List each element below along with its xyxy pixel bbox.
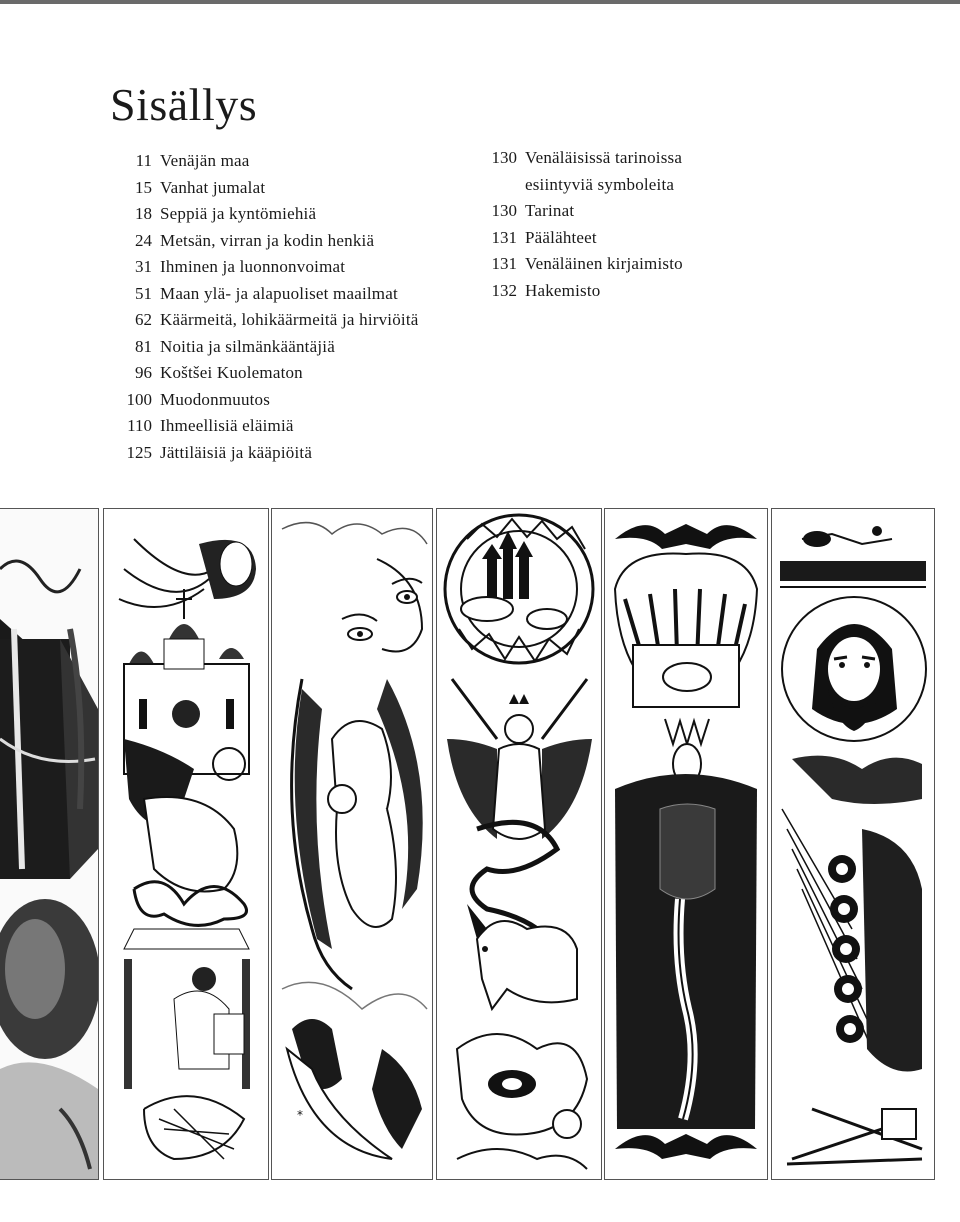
toc-title: Venäläinen kirjaimisto [525,254,683,273]
toc-title: Jättiläisiä ja kääpiöitä [160,442,313,462]
toc-entry[interactable] [112,307,472,334]
toc-page-number: 51 [135,283,152,303]
toc-page-number: 125 [126,442,152,462]
toc-title: Venäjän maa [160,151,250,170]
toc-entry[interactable] [112,281,472,308]
church-and-saint-illustration [104,509,268,1179]
toc-page-number: 132 [491,280,517,300]
toc-title-line-2: esiintyviä symboleita [525,174,675,194]
toc-page-number: 96 [135,363,152,382]
toc-entry[interactable] [112,175,472,202]
toc-page-number: 24 [135,230,152,250]
toc-title: Metsän, virran ja kodin henkiä [160,230,375,250]
toc-entry[interactable] [112,387,472,414]
toc-page-number: 130 [491,148,517,167]
toc-page-number: 31 [135,257,152,276]
toc-entry[interactable] [482,251,782,278]
toc-title: Maan ylä- ja alapuoliset maailmat [160,283,398,303]
toc-page-number: 131 [491,254,517,273]
landscape-illustration [0,509,98,1179]
toc-left-column [112,148,472,466]
svg-text:*: * [297,1108,303,1122]
winged-spirit-illustration [272,509,432,1179]
illustration-panel-landscape [0,508,99,1180]
page-title: Sisällys [110,79,258,130]
toc-entry[interactable] [112,148,472,175]
page-top-edge [0,0,960,4]
illustration-panel-koschei [604,508,768,1180]
toc-entry[interactable] [482,278,782,305]
illustration-panel-winged-spirit [271,508,433,1180]
toc-entry[interactable] [112,334,472,361]
warrior-army-illustration [772,509,934,1179]
toc-entry[interactable] [482,198,782,225]
toc-title [525,145,682,198]
toc-title: Seppiä ja kyntömiehiä [160,204,317,223]
toc-page-number: 100 [126,389,152,409]
illustration-panel-church [103,508,269,1180]
toc-title: Muodonmuutos [160,389,271,409]
toc-page-number: 62 [135,310,152,329]
castle-princess-serpent-illustration [437,509,601,1179]
koschei-bats-illustration [605,509,767,1179]
toc-entry[interactable] [112,254,472,281]
toc-title: Päälähteet [525,227,597,247]
toc-title: Käärmeitä, lohikäärmeitä ja hirviöitä [160,310,419,329]
toc-page-number: 18 [135,204,152,223]
toc-page-number: 81 [135,336,152,356]
toc-title: Vanhat jumalat [160,177,266,197]
toc-page-number: 11 [135,151,152,170]
toc-entry[interactable] [112,360,472,387]
toc-page-number: 110 [127,416,152,435]
illustration-panel-warriors [771,508,935,1180]
illustration-panel-castle-serpent [436,508,602,1180]
toc-page-number: 15 [135,177,152,197]
toc-right-column [482,145,782,304]
toc-title: Tarinat [525,201,575,220]
toc-title: Ihminen ja luonnonvoimat [160,257,346,276]
toc-title: Koštšei Kuolematon [160,363,303,382]
toc-entry[interactable] [112,413,472,440]
toc-entry[interactable] [112,201,472,228]
toc-title-line-1: Venäläisissä tarinoissa [525,148,683,167]
toc-entry[interactable] [482,145,782,198]
toc-title: Hakemisto [525,280,601,300]
illustration-strip [0,508,960,1198]
toc-page-number: 130 [491,201,517,220]
toc-entry[interactable] [112,440,472,467]
toc-title: Ihmeellisiä eläimiä [160,416,294,435]
toc-entry[interactable] [112,228,472,255]
toc-title: Noitia ja silmänkääntäjiä [160,336,335,356]
toc-entry[interactable] [482,225,782,252]
toc-page-number: 131 [491,227,517,247]
